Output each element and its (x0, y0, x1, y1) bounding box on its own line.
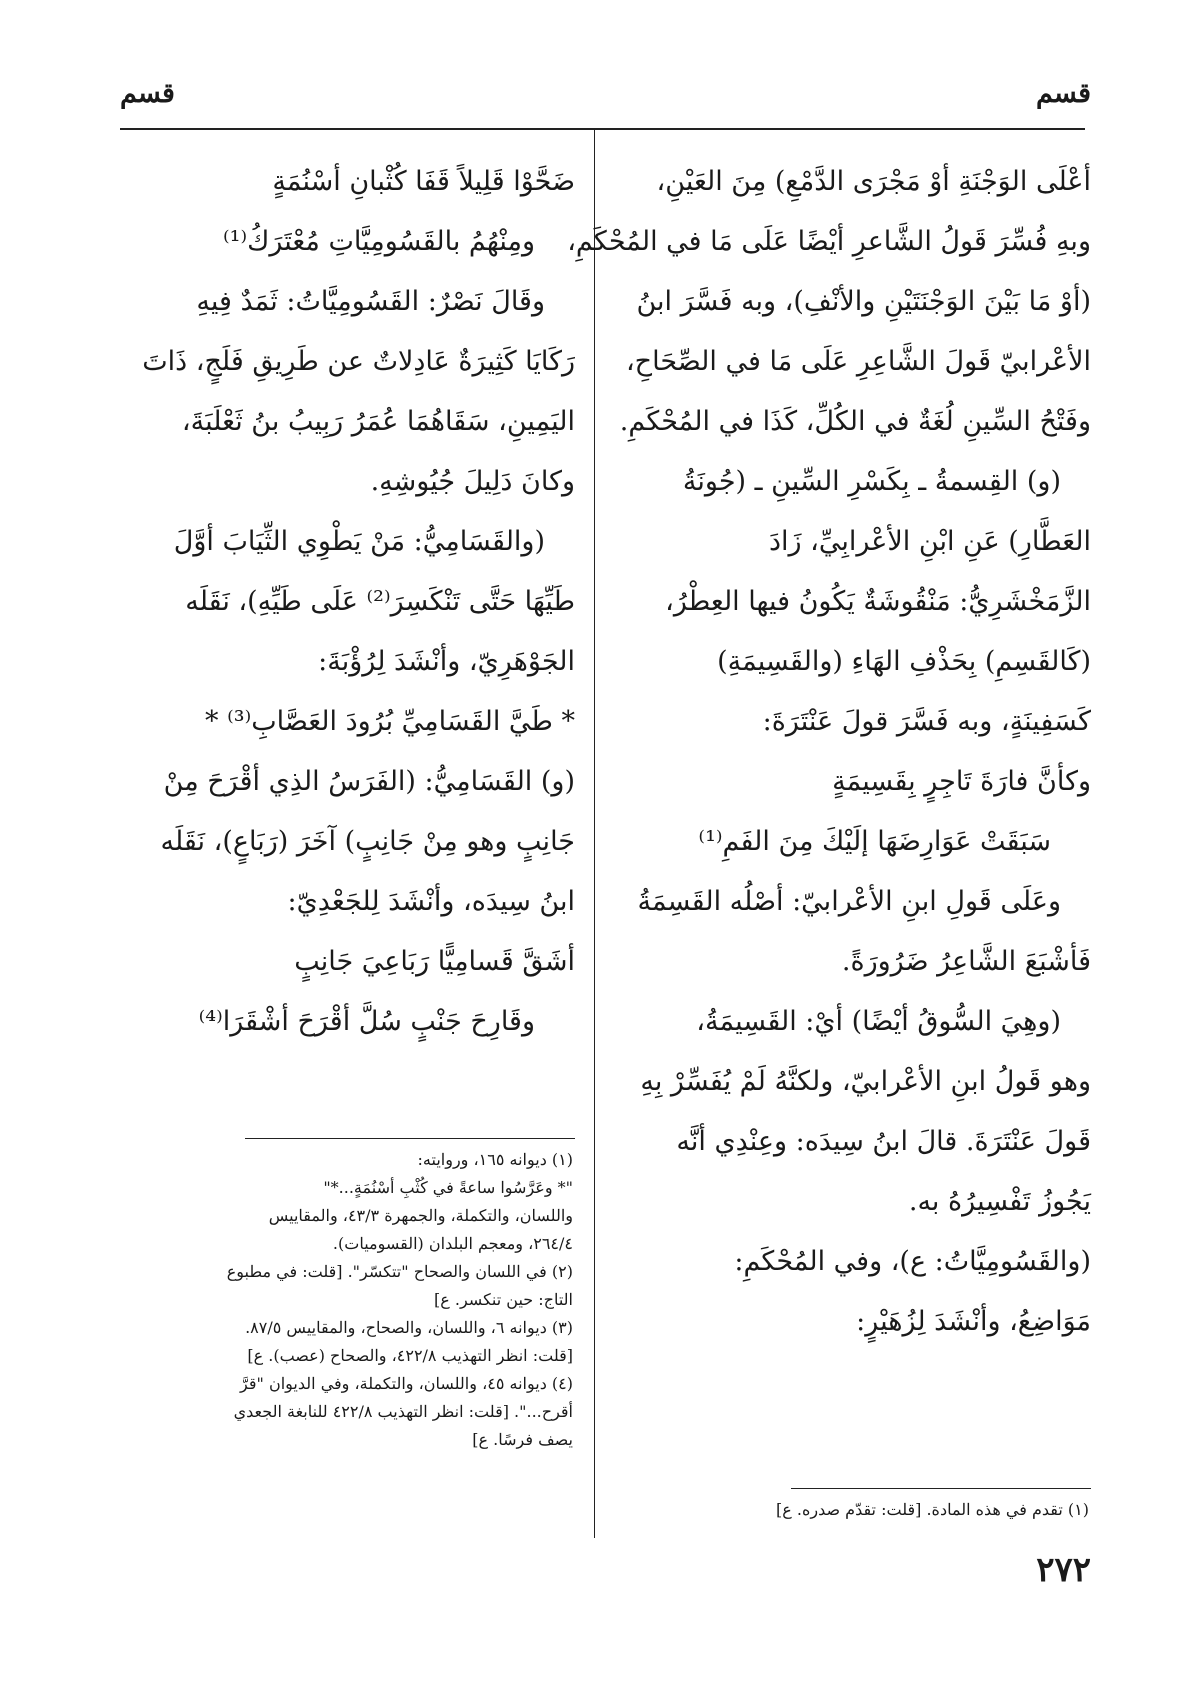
text-line: كَسَفِينَةٍ، وبه فَسَّرَ قولَ عَنْتَرَةَ: (762, 706, 1091, 737)
header-keyword-left: قسم (120, 78, 175, 109)
footnote-line: "* وعَرَّسُوا ساعةً في كُثْبِ أسْنُمَةٍ...*" (323, 1178, 573, 1197)
verse-line: أشَقَّ قَسامِيًّا رَبَاعِيَ جَانِبٍ (294, 946, 575, 977)
verse-line: وكأنَّ فارَةَ تَاجِرٍ بِقَسِيمَةٍ (832, 766, 1091, 797)
text-line: (أوْ مَا بَيْنَ الوَجْنَتَيْنِ والأنْفِ)، وبه فَسَّرَ ابنُ (636, 286, 1091, 317)
footnote-line: (١) ديوانه ١٦٥، وروايته: (417, 1150, 573, 1169)
text-line: (و) القِسمةُ ـ بِكَسْرِ السِّينِ ـ (جُونَةُ (682, 466, 1061, 497)
footnote-line: ٢٦٤/٤، ومعجم البلدان (القسوميات). (332, 1234, 573, 1253)
text-line: اليَمِينِ، سَقَاهُمَا عُمَرُ رَبِيبُ بنُ ثَعْلَبَةَ، (181, 406, 575, 437)
text-line: (والقَسُومِيَّاتُ: ع)، وفي المُحْكَمِ: (734, 1246, 1091, 1277)
text-line: طَيِّهَا حَتَّى تَنْكَسِرَ⁽²⁾ عَلَى طَيِّهِ)، نَقَلَه (185, 586, 575, 617)
footnote-line: [قلت: انظر التهذيب ٤٢٢/٨، والصحاح (عصب). ع] (247, 1346, 573, 1365)
text-line: (كَالقَسِمِ) بِحَذْفِ الهَاءِ (والقَسِيمَةِ) (717, 646, 1091, 677)
footnote-line: (٣) ديوانه ٦، واللسان، والصحاح، والمقاييس ٨٧/٥. (245, 1318, 573, 1337)
footnote-line: التاج: حين تنكسر. ع] (434, 1290, 573, 1309)
text-line: وكانَ دَلِيلَ جُيُوشِهِ. (370, 466, 575, 497)
footnote-rule-left (245, 1138, 575, 1139)
text-line: مَوَاضِعُ، وأنْشَدَ لِزُهَيْرٍ: (856, 1306, 1091, 1337)
text-line: (وهِيَ السُّوقُ أيْضًا) أيْ: القَسِيمَةُ، (696, 1006, 1061, 1037)
column-divider (594, 128, 595, 1538)
verse-line: ضَحَّوْا قَلِيلاً قَفَا كُثْبانِ أسْنُمَةٍ (272, 166, 575, 197)
page-number: ٢٧٢ (1036, 1550, 1091, 1590)
footnote-line: أقرح...". [قلت: انظر التهذيب ٤٢٢/٨ للنابغة الجعدي (233, 1402, 573, 1421)
text-line: وعَلَى قَولِ ابنِ الأعْرابيّ: أصْلُه القَسِمَةُ (637, 886, 1061, 917)
footnote-line: واللسان، والتكملة، والجمهرة ٤٣/٣، والمقاييس (268, 1206, 573, 1225)
text-line: فَأشْبَعَ الشَّاعِرُ ضَرُورَةً. (841, 946, 1091, 977)
right-column (567, 152, 1091, 1352)
header-rule (120, 128, 1085, 130)
footnotes-right (629, 1496, 1089, 1524)
text-line: وهو قَولُ ابنِ الأعْرابيّ، ولكنَّهُ لَمْ يُفَسِّرْ بِهِ (640, 1066, 1091, 1097)
verse-line: * طَيَّ القَسَامِيِّ بُرُودَ العَصَّابِ⁽³⁾ * (205, 706, 575, 737)
text-line: (والقَسَامِيُّ: مَنْ يَطْوِي الثِّيَابَ أوَّلَ (173, 526, 545, 557)
footnote-line: (٢) في اللسان والصحاح "تتكسّر". [قلت: في مطبوع (226, 1262, 573, 1281)
text-line: رَكَايَا كَثِيرَةٌ عَادِلاتٌ عن طَرِيقِ فَلَجٍ، ذَاتَ (142, 346, 575, 377)
verse-line: سَبَقَتْ عَوَارِضَهَا إلَيْكَ مِنَ الفَمِ⁽¹⁾ (698, 826, 1051, 857)
verse-line: وقَارِحَ جَنْبٍ سُلَّ أقْرَحَ أشْقَرَا⁽⁴⁾ (198, 1006, 535, 1037)
footnote-line: (١) تقدم في هذه المادة. [قلت: تقدّم صدره. ع] (776, 1500, 1089, 1519)
text-line: الأعْرابيّ قَولَ الشَّاعِرِ عَلَى مَا في الصِّحَاحِ، (625, 346, 1091, 377)
text-line: وقَالَ نَصْرٌ: القَسُومِيَّاتُ: ثَمَدٌ فِيهِ (196, 286, 545, 317)
verse-line: ومِنْهُمُ بالقَسُومِيَّاتِ مُعْتَرَكُ⁽¹⁾ (222, 226, 535, 257)
text-line: ابنُ سِيدَه، وأنْشَدَ لِلجَعْدِيّ: (287, 886, 575, 917)
footnote-line: يصف فرسًا. ع] (472, 1430, 573, 1449)
header-keyword-right: قسم (1036, 78, 1091, 109)
text-line: قَولَ عَنْتَرَةَ. قالَ ابنُ سِيدَه: وعِنْدِي أنَّه (676, 1126, 1091, 1157)
left-column (113, 152, 575, 1052)
footnotes-left (113, 1146, 573, 1454)
text-line: وفَتْحُ السِّينِ لُغَةٌ في الكُلِّ، كَذَا في المُحْكَمِ. (619, 406, 1091, 437)
text-line: الزَّمَخْشَرِيُّ: مَنْقُوشَةٌ يَكُونُ فيها العِطْرُ، (665, 586, 1091, 617)
text-line: أعْلَى الوَجْنَةِ أوْ مَجْرَى الدَّمْعِ) مِنَ العَيْنِ، (656, 166, 1091, 197)
text-line: جَانِبٍ وهو مِنْ جَانِبٍ) آخَرَ (رَبَاعٍ)، نَقَلَه (160, 826, 575, 857)
text-line: (و) القَسَامِيُّ: (الفَرَسُ الذِي أقْرَحَ مِنْ (163, 766, 575, 797)
text-line: وبهِ فُسِّرَ قَولُ الشَّاعرِ أيْضًا عَلَى مَا في المُحْكَمِ، (567, 226, 1091, 257)
footnote-line: (٤) ديوانه ٤٥، واللسان، والتكملة، وفي الديوان "قرَّ (240, 1374, 573, 1393)
text-line: يَجُوزُ تَفْسِيرُهُ به. (908, 1186, 1091, 1217)
text-line: الجَوْهَرِيّ، وأنْشَدَ لِرُؤْبَةَ: (318, 646, 575, 677)
footnote-rule-right (791, 1488, 1091, 1489)
text-line: العَطَّارِ) عَنِ ابْنِ الأعْرابِيِّ، زَادَ (769, 526, 1091, 557)
